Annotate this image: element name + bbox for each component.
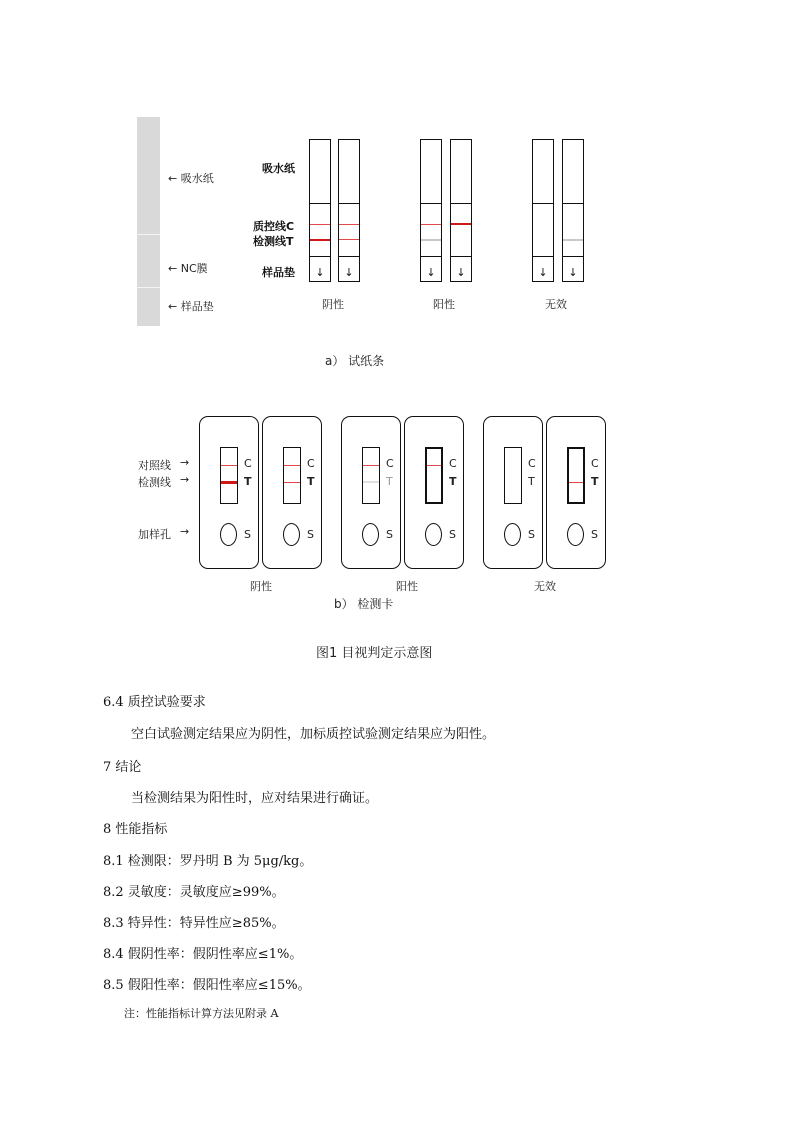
test-card-negative xyxy=(199,416,259,569)
result-window xyxy=(362,447,380,504)
result-window xyxy=(425,447,443,504)
test-card-negative xyxy=(262,416,322,569)
indicator-8-1: 8.1 检测限：罗丹明 B 为 5μg/kg。 xyxy=(103,854,313,869)
result-window xyxy=(220,447,238,504)
positive-strip xyxy=(450,139,472,282)
label-nc-membrane: ← NC膜 xyxy=(168,262,208,275)
indicator-8-4: 8.4 假阴性率：假阴性率应≤1%。 xyxy=(103,947,303,962)
t-letter: T xyxy=(528,475,535,488)
section-heading-8: 8 性能指标 xyxy=(103,822,168,837)
label-absorbent-paper: ← 吸水纸 xyxy=(168,172,214,185)
s-letter: S xyxy=(244,528,251,541)
negative-strip xyxy=(309,139,331,282)
invalid-strip xyxy=(532,139,554,282)
figure-b-caption: b） 检测卡 xyxy=(334,597,394,611)
indicator-8-3: 8.3 特异性：特异性应≥85%。 xyxy=(103,916,285,931)
label-test-line: 检测线 xyxy=(138,476,171,489)
result-window xyxy=(567,447,585,504)
group-label-positive: 阳性 xyxy=(433,298,455,311)
figure-title: 图1 目视判定示意图 xyxy=(316,646,433,661)
sample-well xyxy=(362,523,379,546)
sample-well xyxy=(220,523,237,546)
arrow-down-icon: ↓ xyxy=(315,266,325,279)
strip-label-control-line: 质控线C xyxy=(253,220,295,233)
group-label-invalid: 无效 xyxy=(545,298,567,311)
arrow-right-icon: → xyxy=(180,525,190,538)
bar-divider xyxy=(137,234,160,235)
section-heading-7: 7 结论 xyxy=(103,760,142,775)
group-label-negative: 阴性 xyxy=(250,580,272,593)
label-sample-well: 加样孔 xyxy=(138,528,171,541)
strip-label-test-line: 检测线T xyxy=(253,235,294,248)
c-letter: C xyxy=(591,457,599,470)
bar-divider xyxy=(137,287,160,288)
strip-label-sample-pad: 样品垫 xyxy=(262,266,295,279)
label-control-line: 对照线 xyxy=(138,459,171,472)
test-card-invalid xyxy=(483,416,543,569)
negative-strip xyxy=(338,139,360,282)
arrow-down-icon: ↓ xyxy=(538,266,548,279)
s-letter: S xyxy=(386,528,393,541)
t-letter: T xyxy=(244,475,252,488)
strip-label-absorbent: 吸水纸 xyxy=(262,162,295,175)
c-letter: C xyxy=(307,457,315,470)
group-label-positive: 阳性 xyxy=(396,580,418,593)
positive-strip xyxy=(420,139,442,282)
figure-a-caption: a） 试纸条 xyxy=(325,354,385,368)
sample-well xyxy=(567,523,584,546)
s-letter: S xyxy=(591,528,598,541)
s-letter: S xyxy=(528,528,535,541)
note: 注：性能指标计算方法见附录 A xyxy=(124,1007,279,1020)
sample-well xyxy=(425,523,442,546)
test-card-invalid xyxy=(546,416,606,569)
strip-structure-bar xyxy=(137,117,160,326)
arrow-down-icon: ↓ xyxy=(426,266,436,279)
test-card-positive xyxy=(404,416,464,569)
indicator-8-2: 8.2 灵敏度：灵敏度应≥99%。 xyxy=(103,885,285,900)
s-letter: S xyxy=(449,528,456,541)
result-window xyxy=(283,447,301,504)
t-letter: T xyxy=(591,475,599,488)
test-card-positive xyxy=(341,416,401,569)
arrow-right-icon: → xyxy=(180,473,190,486)
result-window xyxy=(504,447,522,504)
section-body-6-4: 空白试验测定结果应为阴性，加标质控试验测定结果应为阳性。 xyxy=(131,727,496,742)
c-letter: C xyxy=(449,457,457,470)
c-letter: C xyxy=(244,457,252,470)
s-letter: S xyxy=(307,528,314,541)
c-letter: C xyxy=(386,457,394,470)
group-label-negative: 阴性 xyxy=(322,298,344,311)
sample-well xyxy=(283,523,300,546)
t-letter: T xyxy=(307,475,315,488)
section-body-7: 当检测结果为阳性时，应对结果进行确证。 xyxy=(131,791,379,806)
arrow-right-icon: → xyxy=(180,456,190,469)
arrow-down-icon: ↓ xyxy=(456,266,466,279)
t-letter: T xyxy=(386,475,393,488)
t-letter: T xyxy=(449,475,457,488)
group-label-invalid: 无效 xyxy=(534,580,556,593)
invalid-strip xyxy=(562,139,584,282)
sample-well xyxy=(504,523,521,546)
arrow-down-icon: ↓ xyxy=(344,266,354,279)
c-letter: C xyxy=(528,457,536,470)
section-heading-6-4: 6.4 质控试验要求 xyxy=(103,695,206,710)
arrow-down-icon: ↓ xyxy=(568,266,578,279)
indicator-8-5: 8.5 假阳性率：假阳性率应≤15%。 xyxy=(103,978,311,993)
label-sample-pad: ← 样品垫 xyxy=(168,300,214,313)
